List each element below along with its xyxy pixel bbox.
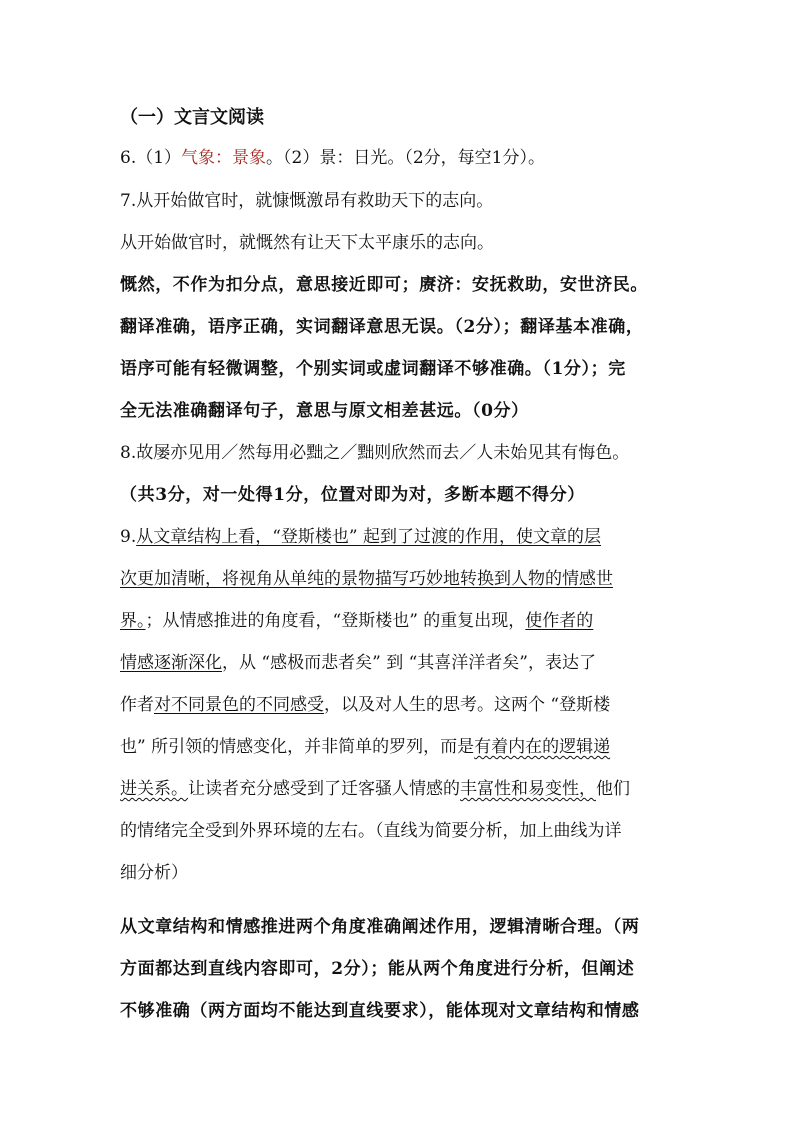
q9-underlined: 情感逐渐深化 (120, 653, 222, 673)
q9-line (120, 609, 593, 634)
q8-answer: 8.故屡亦见用／然每用必黜之／黜则欣然而去／人未始见其有悔色。 (120, 443, 630, 463)
q9-underlined: 界。 (120, 611, 146, 631)
q9-line: 的情绪完全受到外界环境的左右。（直线为简要分析，加上曲线为详 (120, 821, 622, 841)
q6-rest: 。（2）景：日光。（2分，每空1分）。 (266, 148, 545, 168)
q9-text: ，从 “感极而悲者矣” 到 “其喜洋洋者矣”，表达了 (222, 653, 596, 673)
q6-answer-jingxiang: 景象 (232, 148, 267, 168)
q9-underlined: 对不同景色的不同感受 (154, 695, 324, 715)
q7-rubric-line: 全无法准确翻译句子，意思与原文相差甚远。（0分） (120, 401, 529, 421)
q9-wavy-underlined: 丰富性和易变性， (460, 779, 596, 799)
q6-answer-qixiang: 气象 (181, 148, 216, 168)
q9-wavy-underlined: 有着内在的逻辑递 (474, 737, 611, 757)
q6-answer (120, 146, 545, 171)
q9-underlined: 从文章结构上看，“登斯楼也” 起到了过渡的作用，使文章的层 (136, 527, 602, 547)
q9-line: 细分析） (120, 863, 188, 883)
q9-text: ，以及对人生的思考。这两个 “登斯楼 (324, 695, 611, 715)
q7-rubric-line: 翻译准确，语序正确，实词翻译意思无误。（2分）；翻译基本准确， (120, 317, 644, 337)
q7-rubric-line: 慨然，不作为扣分点，意思接近即可；赓济：安抚救助，安世济民。 (120, 275, 648, 295)
q9-number: 9. (120, 527, 137, 547)
q8-rubric: （共3分，对一处得1分，位置对即为对，多断本题不得分） (120, 485, 585, 505)
q9-line (120, 693, 610, 718)
q9-underlined: 使作者的 (525, 611, 594, 631)
q7-translation-2: 从开始做官时，就慨然有让天下太平康乐的志向。 (120, 233, 494, 253)
q9-text: 让读者充分感受到了迁客骚人情感的 (188, 779, 460, 799)
q9-line (120, 777, 630, 802)
q9-rubric-line: 方面都达到直线内容即可，2分）；能从两个角度进行分析，但阐述 (120, 959, 635, 979)
q7-rubric-line: 语序可能有轻微调整，个别实词或虚词翻译不够准确。（1分）；完 (120, 359, 626, 379)
q9-line (120, 735, 610, 760)
q9-text: 作者 (120, 695, 154, 715)
q7-translation-1: 7.从开始做官时，就慷慨激昂有救助天下的志向。 (120, 191, 494, 211)
q9-rubric-line: 不够准确（两方面均不能达到直线要求），能体现对文章结构和情感 (120, 1001, 640, 1021)
q9-line (120, 525, 601, 550)
section-title: （一）文言文阅读 (120, 107, 264, 128)
q9-text: 也” 所引领的情感变化，并非简单的罗列，而是 (120, 737, 475, 757)
q9-text: ；从情感推进的角度看，“登斯楼也” 的重复出现， (145, 611, 526, 631)
q9-wavy-underlined: 进关系。 (120, 779, 188, 799)
q9-line (120, 651, 596, 676)
q6-colon: ： (215, 148, 233, 168)
q6-prefix: 6.（1） (120, 148, 182, 168)
q9-text: 他们 (596, 779, 630, 799)
q9-underlined: 次更加清晰，将视角从单纯的景物描写巧妙地转换到人物的情感世 (120, 569, 613, 589)
q9-line (120, 567, 613, 592)
q9-rubric-line: 从文章结构和情感推进两个角度准确阐述作用，逻辑清晰合理。（两 (120, 917, 640, 937)
